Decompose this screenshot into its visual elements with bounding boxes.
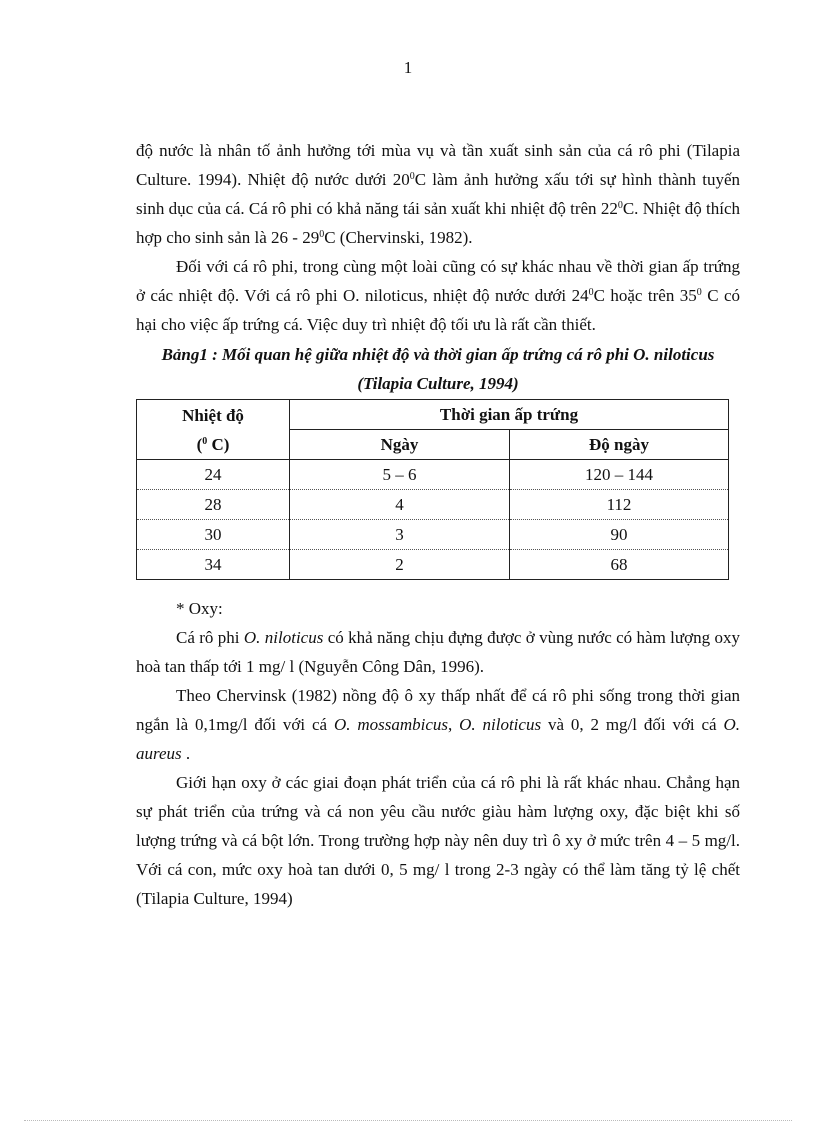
cell-days: 3 xyxy=(290,520,510,550)
table-caption: Bảng1 : Mối quan hệ giữa nhiệt độ và thời gian ấp trứng cá rô phi O. niloticus (Tilapia Culture, 1994) xyxy=(161,345,715,393)
cell-temp: 34 xyxy=(137,550,290,580)
paragraph-oxy-limits: Giới hạn oxy ở các giai đoạn phát triển của cá rô phi là rất khác nhau. Chẳng hạn sự phát triển của trứng và cá non yêu cầu nước giàu hàm lượng oxy, đặc biệt khi số lượng trứng và cá bột lớn. Trong trường hợp này nên duy trì ô xy ở mức trên 4 – 5 mg/l. Với cá con, mức oxy hoà tan dưới 0, 5 mg/ l trong 2-3 ngày có thể làm tăng tỷ lệ chết (Tilapia Culture, 1994) xyxy=(136,773,740,908)
page-number: 1 xyxy=(403,58,413,77)
cell-days: 4 xyxy=(290,490,510,520)
paragraph-temperature-intro: độ nước là nhân tố ảnh hưởng tới mùa vụ và tần xuất sinh sản của cá rô phi (Tilapia Culture. 1994). Nhiệt độ nước dưới $20^0C$ làm ảnh hưởng xấu tới sự hình thành tuyến sinh dục của cá. Cá rô phi có khả năng tái sản xuất khi nhiệt độ trên $22^0C$. Nhiệt độ thích hợp cho sinh sản là $26 - 29^0C$ (Chervinski, 1982). xyxy=(136,141,740,247)
cell-temp: 28 xyxy=(137,490,290,520)
paragraph-oxy-minimum: Theo Chervinsk (1982) nồng độ ô xy thấp nhất để cá rô phi sống trong thời gian ngắn là 0,1mg/l đối với cá O. mossambicus, O. niloticus và 0, 2 mg/l đối với cá O. aureus . xyxy=(136,686,740,763)
page-bottom-divider xyxy=(24,1120,792,1121)
cell-degree-days: 112 xyxy=(510,490,729,520)
paragraph-oxy-tolerance: Cá rô phi O. niloticus có khả năng chịu đựng được ở vùng nước có hàm lượng oxy hoà tan thấp tới 1 mg/ l (Nguyễn Công Dân, 1996). xyxy=(136,628,740,676)
cell-degree-days: 120 – 144 xyxy=(510,460,729,490)
incubation-table xyxy=(136,399,729,580)
header-temperature: Nhiệt độ ($^0$ C) xyxy=(137,400,290,460)
document-body xyxy=(136,136,740,913)
cell-degree-days: 68 xyxy=(510,550,729,580)
cell-days: 5 – 6 xyxy=(290,460,510,490)
cell-degree-days: 90 xyxy=(510,520,729,550)
table-row xyxy=(137,490,729,520)
header-incubation-time: Thời gian ấp trứng xyxy=(290,400,729,430)
cell-temp: 24 xyxy=(137,460,290,490)
header-degree-days: Độ ngày xyxy=(510,430,729,460)
oxy-heading: * Oxy: xyxy=(176,599,223,618)
cell-days: 2 xyxy=(290,550,510,580)
cell-temp: 30 xyxy=(137,520,290,550)
table-row xyxy=(137,520,729,550)
table-row xyxy=(137,460,729,490)
paragraph-incubation: Đối với cá rô phi, trong cùng một loài cũng có sự khác nhau về thời gian ấp trứng ở các nhiệt độ. Với cá rô phi O. niloticus, nhiệt độ nước dưới $24^0C$ hoặc trên $35^0$ C có hại cho việc ấp trứng cá. Việc duy trì nhiệt độ tối ưu là rất cần thiết. xyxy=(136,257,741,334)
table-row xyxy=(137,550,729,580)
header-days: Ngày xyxy=(290,430,510,460)
